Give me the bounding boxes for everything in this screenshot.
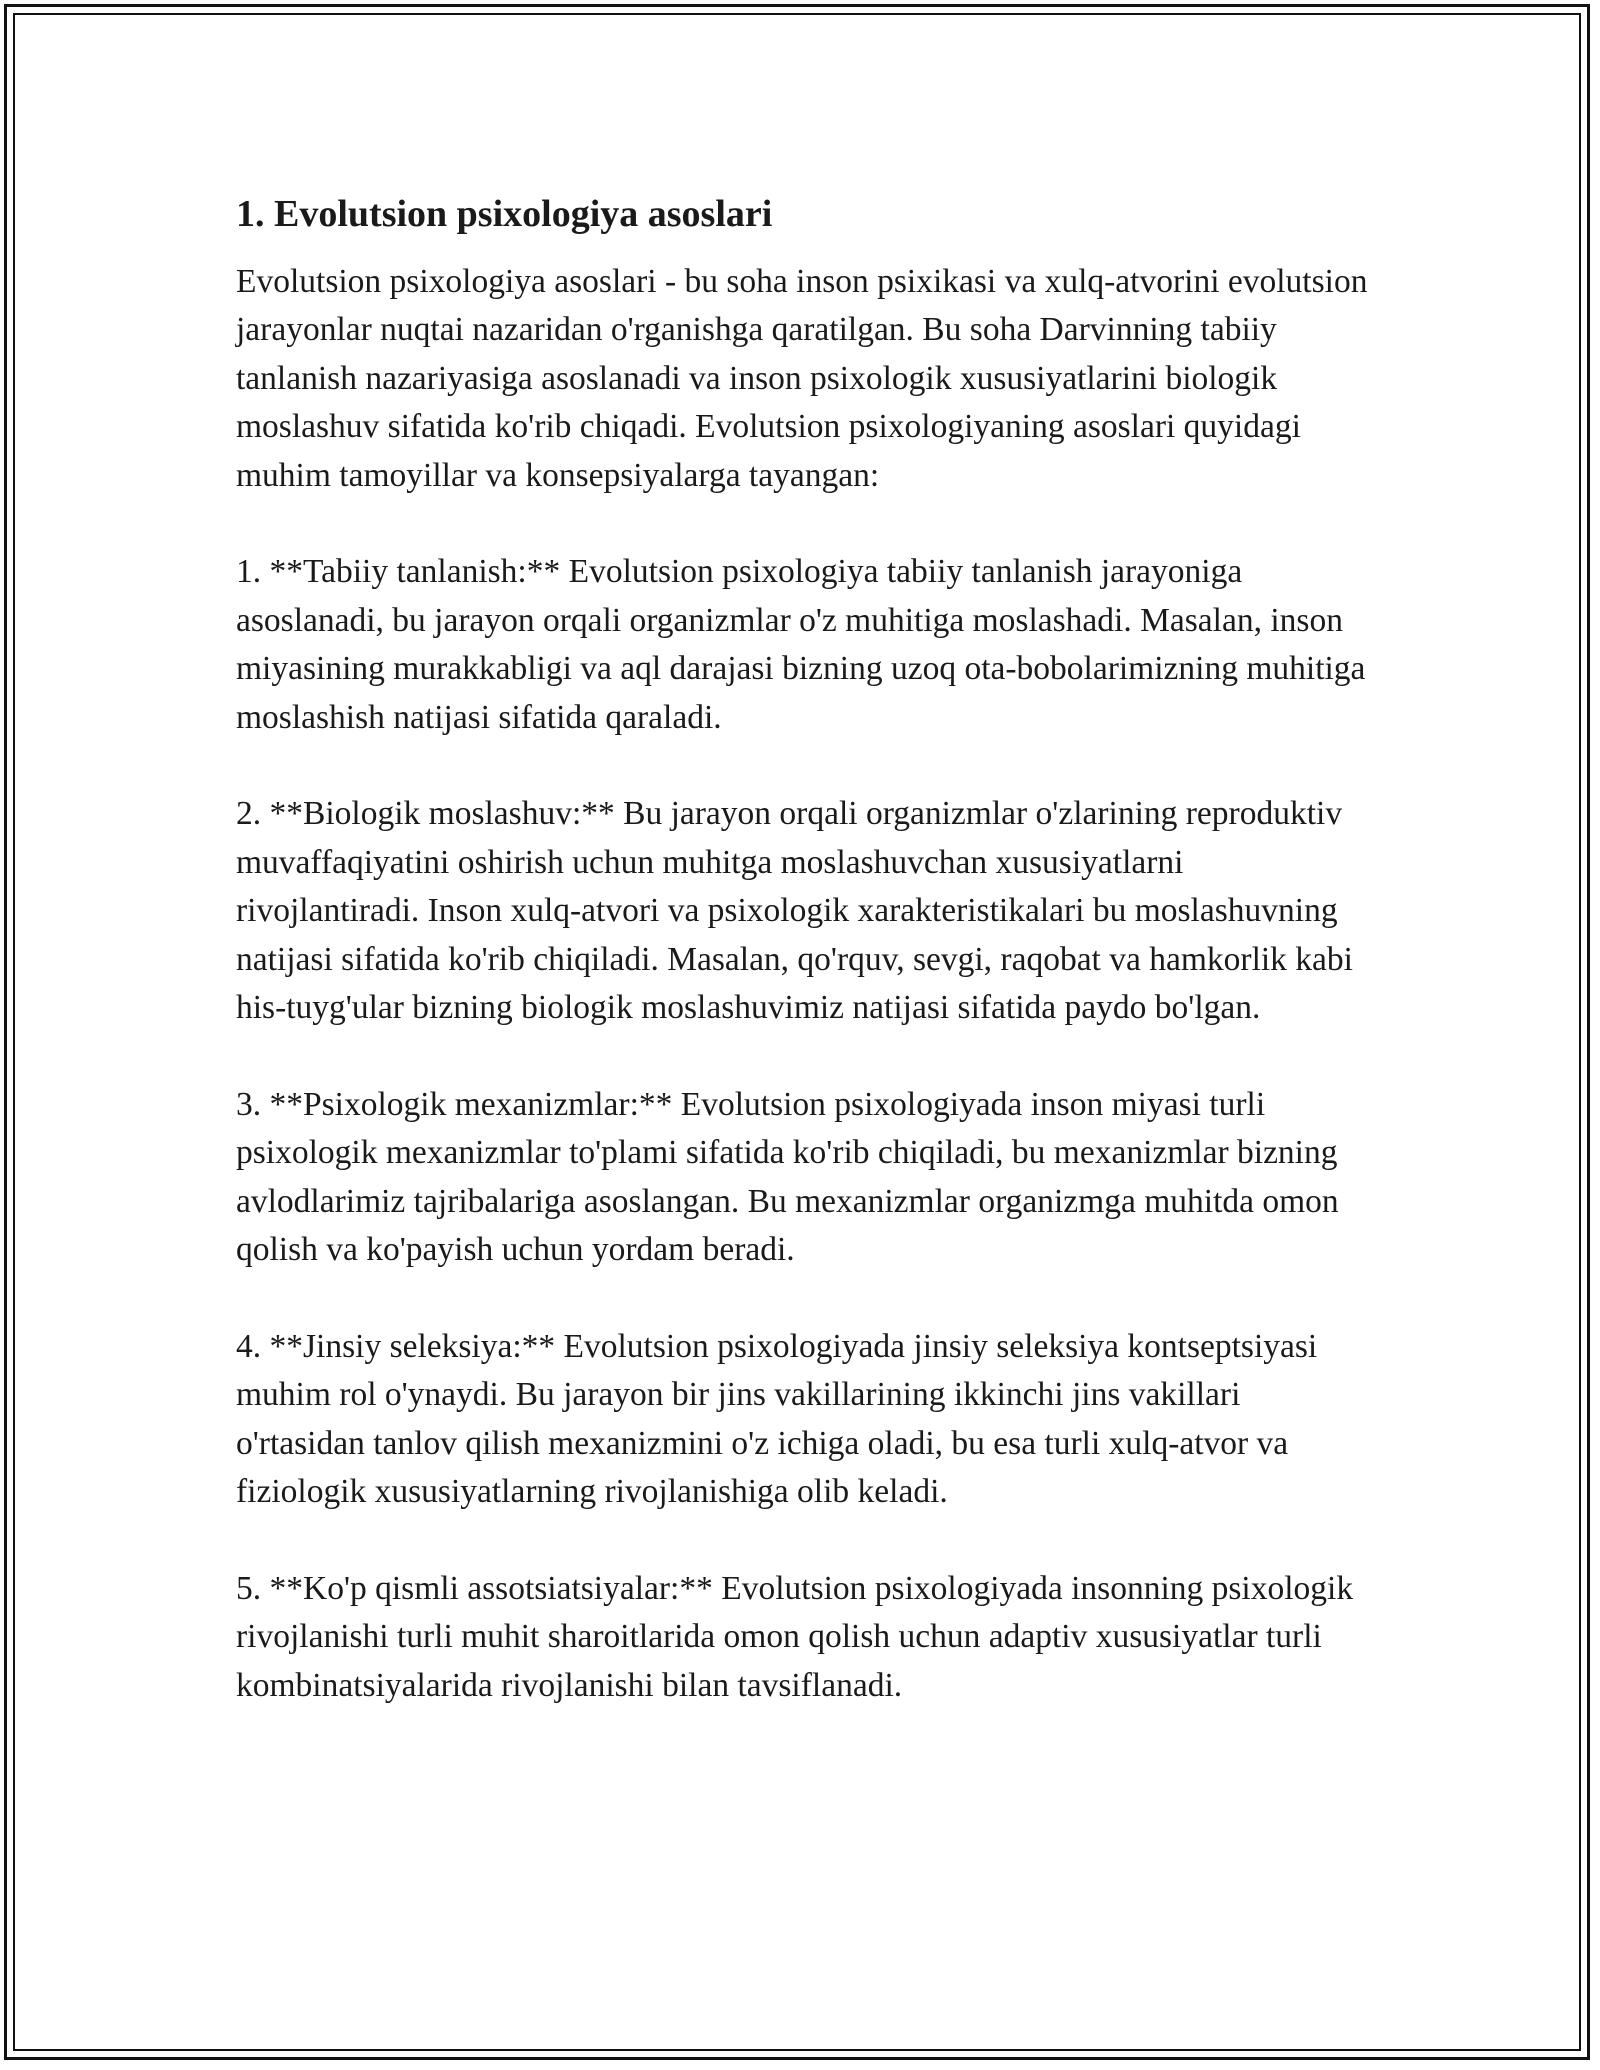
document-title: 1. Evolutsion psixologiya asoslari xyxy=(236,193,773,235)
intro-paragraph: Evolutsion psixologiya asoslari - bu soha inson psixikasi va xulq-atvorini evolutsion jarayonlar nuqtai nazaridan o'rganishga qaratilgan. Bu soha Darvinning tabiiy tanlanish nazariyasiga asoslanadi va inson psixologik xususiyatlarini biologik moslashuv sifatida ko'rib chiqadi. Evolutsion psixologiyaning asoslari quyidagi muhim tamoyillar va konsepsiyalarga tayangan: xyxy=(236,263,1368,494)
document-body xyxy=(236,184,1371,1759)
list-item-natural-selection: 1. **Tabiiy tanlanish:** Evolutsion psixologiya tabiiy tanlanish jarayoniga asoslanadi, bu jarayon orqali organizmlar o'z muhitiga moslashadi. Masalan, inson miyasining murakkabligi va aql darajasi bizning uzoq ota-bobolarimizning muhitiga moslashish natijasi sifatida qaraladi. xyxy=(236,553,1366,736)
list-item-biological-adaptation: 2. **Biologik moslashuv:** Bu jarayon orqali organizmlar o'zlarining reproduktiv muvaffaqiyatini oshirish uchun muhitga moslashuvchan xususiyatlarni rivojlantiradi. Inson xulq-atvori va psixologik xarakteristikalari bu moslashuvning natijasi sifatida ko'rib chiqiladi. Masalan, qo'rquv, sevgi, raqobat va hamkorlik kabi his-tuyg'ular bizning biologik moslashuvimiz natijasi sifatida paydo bo'lgan. xyxy=(236,795,1353,1027)
list-item-multipart-associations: 5. **Ko'p qismli assotsiatsiyalar:** Evolutsion psixologiyada insonning psixologik rivojlanishi turli muhit sharoitlarida omon qolish uchun adaptiv xususiyatlar turli kombinatsiyalarida rivojlanishi bilan tavsiflanadi. xyxy=(236,1569,1354,1704)
list-item-psychological-mechanisms: 3. **Psixologik mexanizmlar:** Evolutsion psixologiyada inson miyasi turli psixologik mexanizmlar to'plami sifatida ko'rib chiqiladi, bu mexanizmlar bizning avlodlarimiz tajribalariga asoslangan. Bu mexanizmlar organizmga muhitda omon qolish va ko'payish uchun yordam beradi. xyxy=(236,1085,1339,1269)
list-item-sexual-selection: 4. **Jinsiy seleksiya:** Evolutsion psixologiyada jinsiy seleksiya kontseptsiyasi muhim rol o'ynaydi. Bu jarayon bir jins vakillarining ikkinchi jins vakillari o'rtasidan tanlov qilish mexanizmini o'z ichiga oladi, bu esa turli xulq-atvor va fiziologik xususiyatlarning rivojlanishiga olib keladi. xyxy=(236,1327,1318,1511)
